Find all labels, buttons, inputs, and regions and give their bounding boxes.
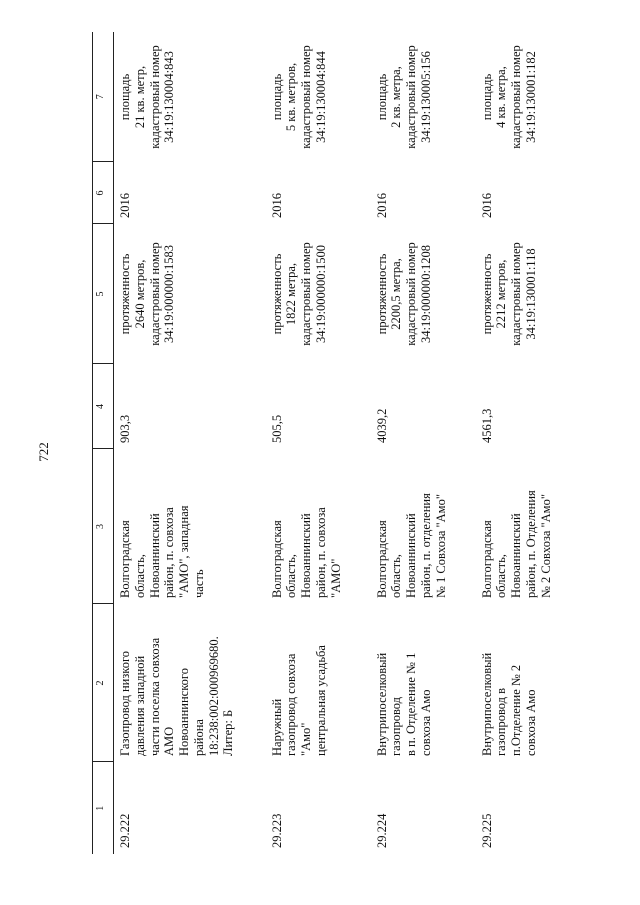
address-cell: [476, 449, 581, 604]
item-number-cell: 29.224: [374, 813, 389, 848]
cell-text-line: п.Отделение № 2: [509, 664, 523, 756]
cell-text-line: давления западной: [132, 655, 147, 756]
property-table: [92, 32, 581, 854]
column-header: 7: [93, 32, 114, 162]
cell-text-line: протяженность: [118, 253, 132, 335]
cell-text-line: район, п. совхоза: [162, 507, 177, 598]
cell-text-line: район, п. отделения: [418, 493, 433, 598]
cell-text-line: Новоаннинский: [509, 513, 523, 598]
cell-text-line: Волгоградская: [118, 520, 132, 598]
cell-text-line: 34:19:000000:1583: [162, 245, 177, 343]
cell-text-line: Наружный: [269, 698, 284, 756]
cell-text-line: 34:19:130001:182: [523, 51, 538, 143]
cell-text-line: кадастровый номер: [509, 242, 523, 346]
land-plot-cell: [476, 32, 581, 162]
cell-text-line: Внутрипоселковый: [479, 652, 494, 756]
cell-text-line: Волгоградская: [269, 520, 284, 598]
cell-text-line: газопровод: [389, 696, 404, 756]
cell-text-line: "Амо": [299, 722, 313, 756]
cell-text-line: 2200,5 метра,: [389, 258, 404, 330]
table-row: [476, 32, 581, 854]
cell-text-line: "АМО": [328, 558, 343, 598]
cell-text-line: район, п. совхоза: [313, 507, 328, 598]
cell-text-line: площадь: [479, 73, 494, 121]
cell-text-line: части поселка совхоза: [147, 637, 162, 756]
cell-text-line: 2640 метров,: [132, 259, 147, 329]
table-row: [266, 32, 371, 854]
land-plot-cell: [114, 32, 266, 162]
cell-text-line: 4 кв. метра,: [494, 66, 509, 128]
cell-text-line: Волгоградская: [374, 520, 389, 598]
column-header: 3: [93, 449, 114, 604]
cell-text-line: района: [191, 719, 206, 756]
land-plot-cell: [371, 32, 476, 162]
cell-text-line: в п. Отделение № 1: [404, 652, 418, 756]
page-number: 722: [36, 442, 51, 462]
cell-text-line: АМО: [162, 726, 177, 756]
cell-text-line: 21 кв. метр,: [132, 65, 147, 129]
cell-text-line: область,: [132, 554, 147, 598]
cell-text-line: 2 кв. метра,: [389, 66, 404, 128]
year-cell: 2016: [269, 193, 284, 218]
cell-text-line: "АМО", западная: [177, 505, 191, 598]
cell-text-line: Внутрипоселковый: [374, 652, 389, 756]
cost-cell: 4039,2: [374, 408, 389, 443]
object-name-cell: [371, 604, 476, 762]
cell-text-line: Новоаннинского: [177, 668, 191, 756]
item-number-cell: 29.225: [479, 813, 494, 848]
table-row: [371, 32, 476, 854]
cell-text-line: кадастровый номер: [509, 45, 523, 149]
cell-text-line: кадастровый номер: [147, 45, 162, 149]
object-name-cell: [266, 604, 371, 762]
cell-text-line: Литер: Б: [221, 709, 236, 756]
cell-text-line: 34:19:130004:843: [162, 51, 177, 143]
cell-text-line: область,: [284, 554, 299, 598]
cell-text-line: Новоаннинский: [299, 513, 313, 598]
cell-text-line: совхоза Амо: [418, 689, 433, 756]
cell-text-line: протяженность: [479, 253, 494, 335]
cell-text-line: центральная усадьба: [313, 645, 328, 756]
cell-text-line: 1822 метра,: [284, 262, 299, 326]
cell-text-line: 34:19:000000:1208: [418, 245, 433, 343]
object-name-cell: [114, 604, 266, 762]
object-name-cell: [476, 604, 581, 762]
year-cell: 2016: [118, 193, 132, 218]
cell-text-line: протяженность: [374, 253, 389, 335]
cell-text-line: совхоза Амо: [523, 689, 538, 756]
characteristics-cell: [371, 224, 476, 364]
item-number-cell: 29.222: [118, 813, 132, 848]
cell-text-line: Волгоградская: [479, 520, 494, 598]
column-header: 2: [93, 604, 114, 762]
cell-text-line: протяженность: [269, 253, 284, 335]
cell-text-line: область,: [389, 554, 404, 598]
address-cell: [114, 449, 266, 604]
cell-text-line: область,: [494, 554, 509, 598]
land-plot-cell: [266, 32, 371, 162]
cell-text-line: 34:19:130005:156: [418, 51, 433, 143]
cell-text-line: газопровод совхоза: [284, 653, 299, 756]
cell-text-line: 2212 метров,: [494, 259, 509, 329]
cell-text-line: кадастровый номер: [147, 242, 162, 346]
address-cell: [371, 449, 476, 604]
year-cell: 2016: [374, 193, 389, 218]
property-table-sheet: [92, 32, 552, 854]
characteristics-cell: [266, 224, 371, 364]
characteristics-cell: [114, 224, 266, 364]
address-cell: [266, 449, 371, 604]
cell-text-line: № 2 Совхоза "Амо": [538, 494, 553, 598]
cell-text-line: часть: [191, 569, 206, 598]
year-cell: 2016: [479, 193, 494, 218]
cell-text-line: 34:19:000000:1500: [313, 245, 328, 343]
cost-cell: 4561,3: [479, 408, 494, 443]
table-row: [114, 32, 266, 854]
column-number-row: [93, 32, 114, 854]
cell-text-line: 18:238:002:000969680.: [206, 636, 221, 756]
cell-text-line: кадастровый номер: [299, 242, 313, 346]
column-header: 1: [93, 762, 114, 854]
cell-text-line: Газопровод низкого: [118, 650, 132, 756]
cost-cell: 903,3: [118, 414, 132, 443]
characteristics-cell: [476, 224, 581, 364]
cell-text-line: № 1 Совхоза "Амо": [433, 494, 448, 598]
item-number-cell: 29.223: [269, 813, 284, 848]
cell-text-line: площадь: [118, 73, 132, 121]
column-header: 6: [93, 162, 114, 224]
column-header: 5: [93, 224, 114, 364]
cell-text-line: 5 кв. метров,: [284, 62, 299, 132]
cell-text-line: кадастровый номер: [404, 45, 418, 149]
cell-text-line: площадь: [374, 73, 389, 121]
column-header: 4: [93, 364, 114, 449]
cell-text-line: кадастровый номер: [299, 45, 313, 149]
cell-text-line: кадастровый номер: [404, 242, 418, 346]
cell-text-line: район, п. Отделения: [523, 490, 538, 598]
cell-text-line: Новоаннинский: [147, 513, 162, 598]
cell-text-line: Новоаннинский: [404, 513, 418, 598]
cost-cell: 505,5: [269, 414, 284, 443]
cell-text-line: 34:19:130001:118: [523, 248, 538, 340]
cell-text-line: 34:19:130004:844: [313, 51, 328, 143]
cell-text-line: площадь: [269, 73, 284, 121]
cell-text-line: газопровод в: [494, 687, 509, 756]
